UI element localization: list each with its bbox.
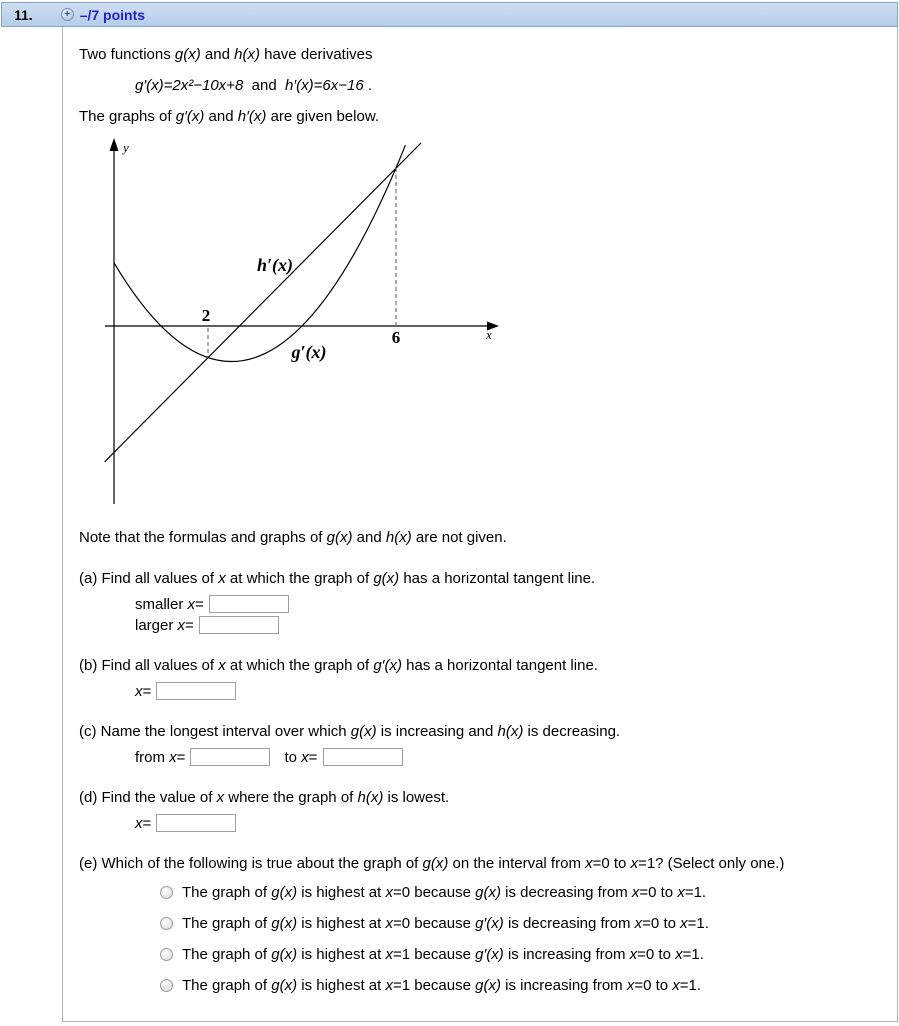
part-e-prompt: (e) Which of the following is true about the graph of g(x) on the interval from x=0 to x=1? (Select only one.) bbox=[79, 855, 785, 872]
part-b-row bbox=[135, 682, 881, 700]
part-e-option-4-label: The graph of g(x) is highest at x=1 because g(x) is increasing from x=0 to x=1. bbox=[182, 977, 702, 994]
x-tick-2: 2 bbox=[201, 306, 211, 325]
part-e-option-4-radio[interactable] bbox=[160, 979, 173, 992]
derivative-graph-svg bbox=[101, 138, 501, 508]
part-a-larger-label: larger x= bbox=[135, 616, 194, 634]
part-e-option-3-label: The graph of g(x) is highest at x=1 because g′(x) is increasing from x=0 to x=1. bbox=[182, 946, 704, 963]
part-e-option-1-radio[interactable] bbox=[160, 886, 173, 899]
part-c-from-label: from x= bbox=[135, 748, 186, 766]
question-number: 11. bbox=[14, 6, 33, 23]
part-c-to-input[interactable] bbox=[323, 748, 403, 766]
part-e-option-2 bbox=[160, 914, 881, 933]
part-c-prompt: (c) Name the longest interval over which g(x) is increasing and h(x) is decreasing. bbox=[79, 723, 621, 740]
g-prime-label: g′(x) bbox=[291, 342, 327, 362]
question-page bbox=[0, 2, 899, 1022]
y-axis-label: y bbox=[123, 140, 129, 155]
g-prime-curve bbox=[114, 145, 405, 361]
part-b-input[interactable] bbox=[156, 682, 236, 700]
part-d-label: x= bbox=[135, 814, 152, 832]
question-header bbox=[1, 2, 898, 27]
points-label: –/7 points bbox=[79, 6, 146, 23]
part-a-smaller-label: smaller x= bbox=[135, 595, 204, 613]
part-e-options bbox=[160, 883, 881, 995]
part-c-from-input[interactable] bbox=[190, 748, 270, 766]
part-e-option-2-radio[interactable] bbox=[160, 917, 173, 930]
part-d-row bbox=[135, 814, 881, 832]
plus-glyph: + bbox=[64, 8, 71, 20]
part-a-smaller-row bbox=[135, 595, 881, 613]
part-a-prompt: (a) Find all values of x at which the graph of g(x) has a horizontal tangent line. bbox=[79, 570, 596, 587]
part-e-option-4 bbox=[160, 976, 881, 995]
part-a-larger-input[interactable] bbox=[199, 616, 279, 634]
part-a-smaller-input[interactable] bbox=[209, 595, 289, 613]
graphs-intro: The graphs of g′(x) and h′(x) are given below. bbox=[79, 108, 379, 125]
derivative-formulas: g′(x)=2x²−10x+8 and h′(x)=6x−16 . bbox=[135, 77, 373, 94]
part-d-input[interactable] bbox=[156, 814, 236, 832]
part-b-prompt: (b) Find all values of x at which the graph of g′(x) has a horizontal tangent line. bbox=[79, 657, 598, 674]
part-e-option-3-radio[interactable] bbox=[160, 948, 173, 961]
h-prime-line bbox=[105, 143, 421, 462]
problem-note: Note that the formulas and graphs of g(x) and h(x) are not given. bbox=[79, 529, 507, 546]
part-e-option-2-label: The graph of g(x) is highest at x=0 because g′(x) is decreasing from x=0 to x=1. bbox=[182, 915, 709, 932]
part-e-option-1 bbox=[160, 883, 881, 902]
part-c-row bbox=[135, 748, 881, 766]
problem-intro: Two functions g(x) and h(x) have derivatives bbox=[79, 46, 373, 63]
part-c-to-label: to x= bbox=[284, 748, 318, 766]
part-e-option-3 bbox=[160, 945, 881, 964]
derivative-graph bbox=[101, 138, 881, 512]
h-prime-label: h′(x) bbox=[256, 255, 294, 275]
part-d-prompt: (d) Find the value of x where the graph of h(x) is lowest. bbox=[79, 789, 450, 806]
x-axis-label: x bbox=[486, 327, 492, 342]
part-a-larger-row bbox=[135, 616, 881, 634]
plus-circle-icon[interactable] bbox=[61, 8, 74, 21]
part-e-option-1-label: The graph of g(x) is highest at x=0 because g(x) is decreasing from x=0 to x=1. bbox=[182, 884, 707, 901]
x-tick-6: 6 bbox=[391, 328, 401, 347]
y-axis-arrow-icon bbox=[110, 138, 119, 151]
question-body bbox=[62, 27, 898, 1022]
part-b-label: x= bbox=[135, 682, 152, 700]
